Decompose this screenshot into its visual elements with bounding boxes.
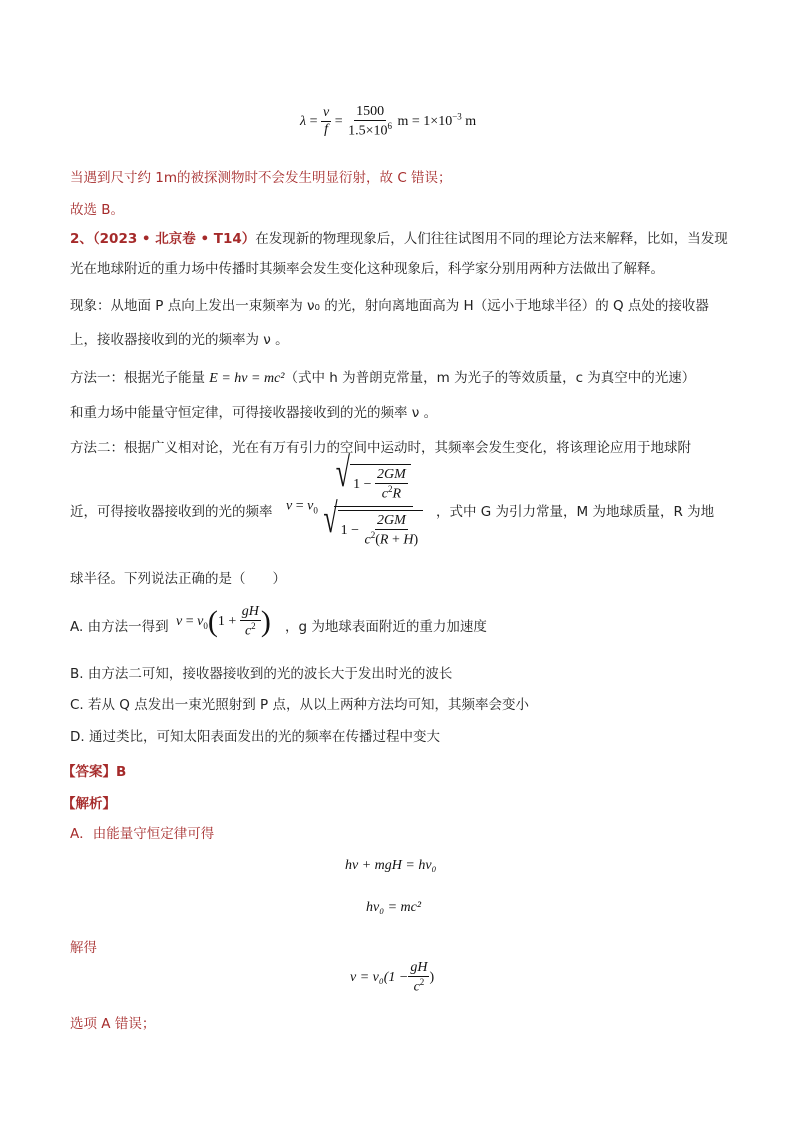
method-2-line-2-prefix: 近，可得接收器接收到的光的频率 bbox=[70, 504, 273, 520]
option-a bbox=[70, 617, 169, 637]
equation-3-prefix: ν = ν₀(1 − bbox=[350, 970, 409, 986]
unit-m: m bbox=[397, 114, 409, 130]
numeric-fraction bbox=[346, 104, 394, 140]
question-source: （2023 • 北京卷 • T14） bbox=[92, 231, 256, 247]
method-1-suffix: （式中 h 为普朗克常量，m 为光子的等效质量，c 为真空中的光速） bbox=[284, 370, 696, 386]
method-2-line-1: 方法二：根据广义相对论，光在有万有引力的空间中运动时，其频率会发生变化，将该理论应用于地球附 bbox=[70, 440, 691, 456]
analysis-title: 【解析】 bbox=[62, 796, 116, 812]
result-value: = 1×10 bbox=[411, 114, 453, 130]
method-1-prefix: 方法一：根据光子能量 bbox=[70, 370, 210, 386]
equation-2: hν₀ = mc² bbox=[366, 900, 422, 915]
red-line-1: 当遇到尺寸约 1m的被探测物时不会发生明显衍射，故 C 错误； bbox=[70, 170, 452, 186]
option-c: C. 若从 Q 点发出一束光照射到 P 点，从以上两种方法均可知，其频率会变小 bbox=[70, 697, 529, 713]
method-2-line-2-suffix: ，式中 G 为引力常量，M 为地球质量，R 为地 bbox=[436, 504, 715, 520]
option-a-formula: $\nu = \nu_0(1$ + $\frac{gH}{c^2}$ ) bbox=[176, 604, 271, 639]
method-2-line-3: 球半径。下列说法正确的是（ ） bbox=[70, 571, 286, 587]
result-exp: −3 bbox=[452, 111, 462, 122]
frac-den: f bbox=[324, 122, 329, 138]
relativity-formula: $\nu = \nu_0$ √ 1 − $\frac{2GM}{c^2R}$ √ 1 − $\frac{2GM}{c^2(R + H)}$ bbox=[286, 464, 425, 549]
v-over-f bbox=[321, 105, 331, 138]
answer: 【答案】B bbox=[62, 764, 127, 780]
lambda-symbol: λ bbox=[300, 114, 307, 130]
question-number: 2、 bbox=[70, 231, 93, 247]
frac-num: v bbox=[321, 105, 331, 122]
frac-den-value bbox=[346, 121, 394, 140]
analysis-a: A．由能量守恒定律可得 bbox=[70, 826, 215, 842]
top-formula: λ = $\frac{v}{f}$ = $\frac{1500}{1.5\times 10^6}$ $m = 1\times 10^{-3}$ m bbox=[300, 104, 477, 139]
conclusion: 选项 A 错误； bbox=[70, 1016, 156, 1032]
option-a-prefix: A. 由方法一得到 bbox=[70, 619, 169, 635]
option-a-suffix: ，g 为地球表面附近的重力加速度 bbox=[285, 619, 487, 635]
option-b: B. 由方法二可知，接收器接收到的光的波长大于发出时光的波长 bbox=[70, 666, 453, 682]
question-text: 在发现新的物理现象后，人们往往试图用不同的理论方法来解释，比如，当发现 bbox=[255, 231, 728, 247]
phenomenon-line-1: 现象：从地面 P 点向上发出一束频率为 ν₀ 的光，射向离地面高为 H（远小于地球半径）的 Q 点处的接收器 bbox=[70, 298, 709, 314]
den-base: 1.5×10 bbox=[348, 123, 388, 139]
phenomenon-line-2: 上，接收器接收到的光的频率为 ν 。 bbox=[70, 332, 289, 348]
equation-3: ν = ν₀(1 − $\frac{gH}{c^2}$ ) bbox=[350, 960, 435, 995]
red-line-2: 故选 B。 bbox=[70, 202, 125, 218]
question-2-line-1 bbox=[70, 229, 728, 249]
solve-label: 解得 bbox=[70, 940, 97, 956]
equation-3-suffix: ) bbox=[429, 970, 435, 986]
den-exp: 6 bbox=[387, 121, 393, 132]
method-1-line-2: 和重力场中能量守恒定律，可得接收器接收到的光的频率 ν 。 bbox=[70, 405, 438, 421]
unit-m-2: m bbox=[465, 114, 477, 130]
frac-num-1500: 1500 bbox=[354, 104, 386, 121]
option-d: D. 通过类比，可知太阳表面发出的光的频率在传播过程中变大 bbox=[70, 729, 440, 745]
equation-1: hν + mgH = hν₀ bbox=[345, 858, 437, 873]
method-1-line-1 bbox=[70, 368, 695, 389]
photon-energy-formula: E = hν = mc² bbox=[209, 371, 285, 386]
question-2-line-2: 光在地球附近的重力场中传播时其频率会发生变化这种现象后，科学家分别用两种方法做出了解释。 bbox=[70, 261, 664, 277]
